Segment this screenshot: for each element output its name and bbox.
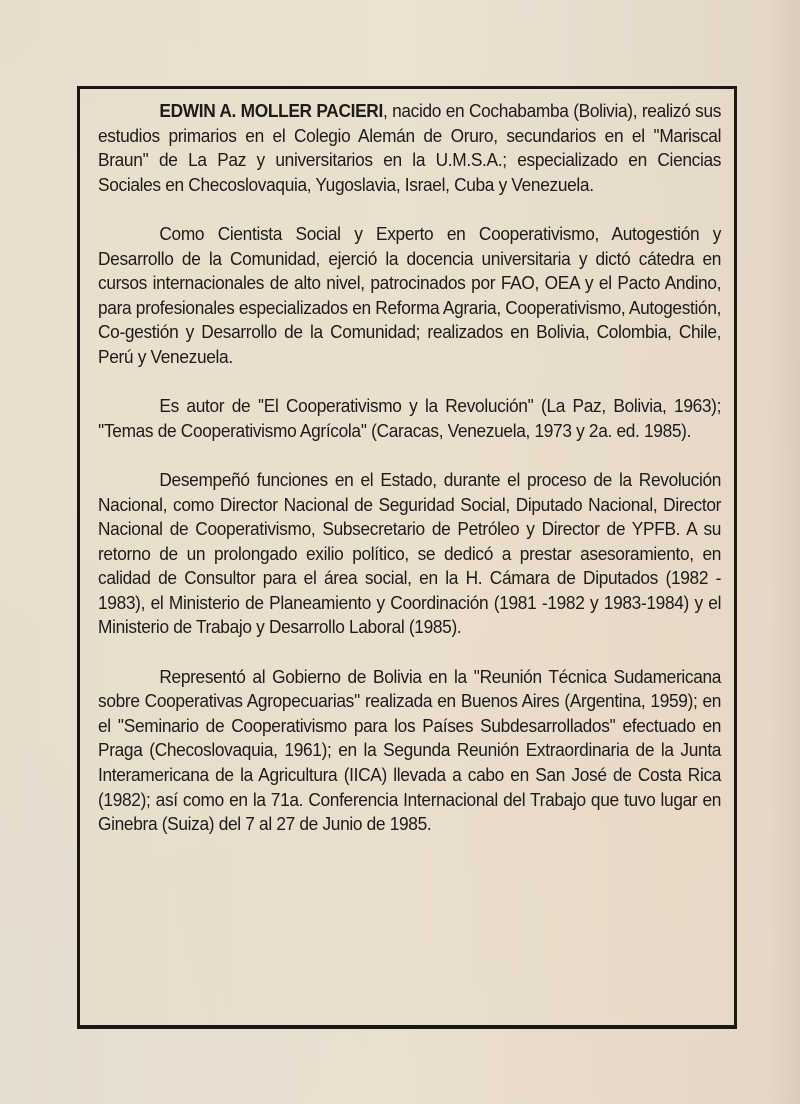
bio-paragraph-expertise: Como Cientista Social y Experto en Cooperativismo, Autogestión y Desarrollo de la Comunidad, ejerció la docencia universitaria y dictó cátedra en cursos internacionales de alto nivel, patrocinados por FAO, OEA y el Pacto Andino, para profesionales especializados en Reforma Agraria, Cooperativismo, Autogestión, Co-gestión y Desarrollo de la Comunidad; realizados en Bolivia, Colombia, Chile, Perú y Venezuela. [98,222,722,367]
bio-paragraph-representation: Representó al Gobierno de Bolivia en la ''Reunión Técnica Sudamericana sobre Cooperativas Agropecuarias'' realizada en Buenos Aires (Argentina, 1959); en el ''Seminario de Cooperativismo para los Países Subdesarrollados'' efectuado en Praga (Checoslovaquia, 1961); en la Segunda Reunión Extraordinaria de la Junta Interamericana de la Agricultura (IICA) llevada a cabo en San José de Costa Rica (1982); así como en la 71a. Conferencia Internacional del Trabajo que tuvo lugar en Ginebra (Suiza) del 7 al 27 de Junio de 1985. [98,665,722,835]
author-bio-text [98,99,721,837]
author-name: EDWIN A. MOLLER PACIERI [159,100,383,121]
bio-paragraph-publications: Es autor de ''El Cooperativismo y la Revolución'' (La Paz, Bolivia, 1963); ''Temas de Cooperativismo Agrícola'' (Caracas, Venezuela, 1973 y 2a. ed. 1985). [98,395,722,441]
author-bio-box [77,86,737,1029]
bio-paragraph-public-service: Desempeñó funciones en el Estado, durante el proceso de la Revolución Nacional, como Director Nacional de Seguridad Social, Diputado Nacional, Director Nacional de Cooperativismo, Subsecretario de Petróleo y Director de YPFB. A su retorno de un prolongado exilio político, se dedicó a prestar asesoramiento, en calidad de Consultor para el área social, en la H. Cámara de Diputados (1982 - 1983), el Ministerio de Planeamiento y Coordinación (1981 -1982 y 1983-1984) y el Ministerio de Trabajo y Desarrollo Laboral (1985). [98,468,722,638]
page-edge-shadow [770,0,800,1104]
bio-paragraph-intro-text: , nacido en Cochabamba (Bolivia), realizó sus estudios primarios en el Colegio Alemán de Oruro, secundarios en el ''Mariscal Braun'' de La Paz y universitarios en la U.M.S.A.; especializado en Ciencias Sociales en Checoslovaquia, Yugoslavia, Israel, Cuba y Venezuela. [98,100,722,195]
bio-paragraph-intro [98,99,721,197]
